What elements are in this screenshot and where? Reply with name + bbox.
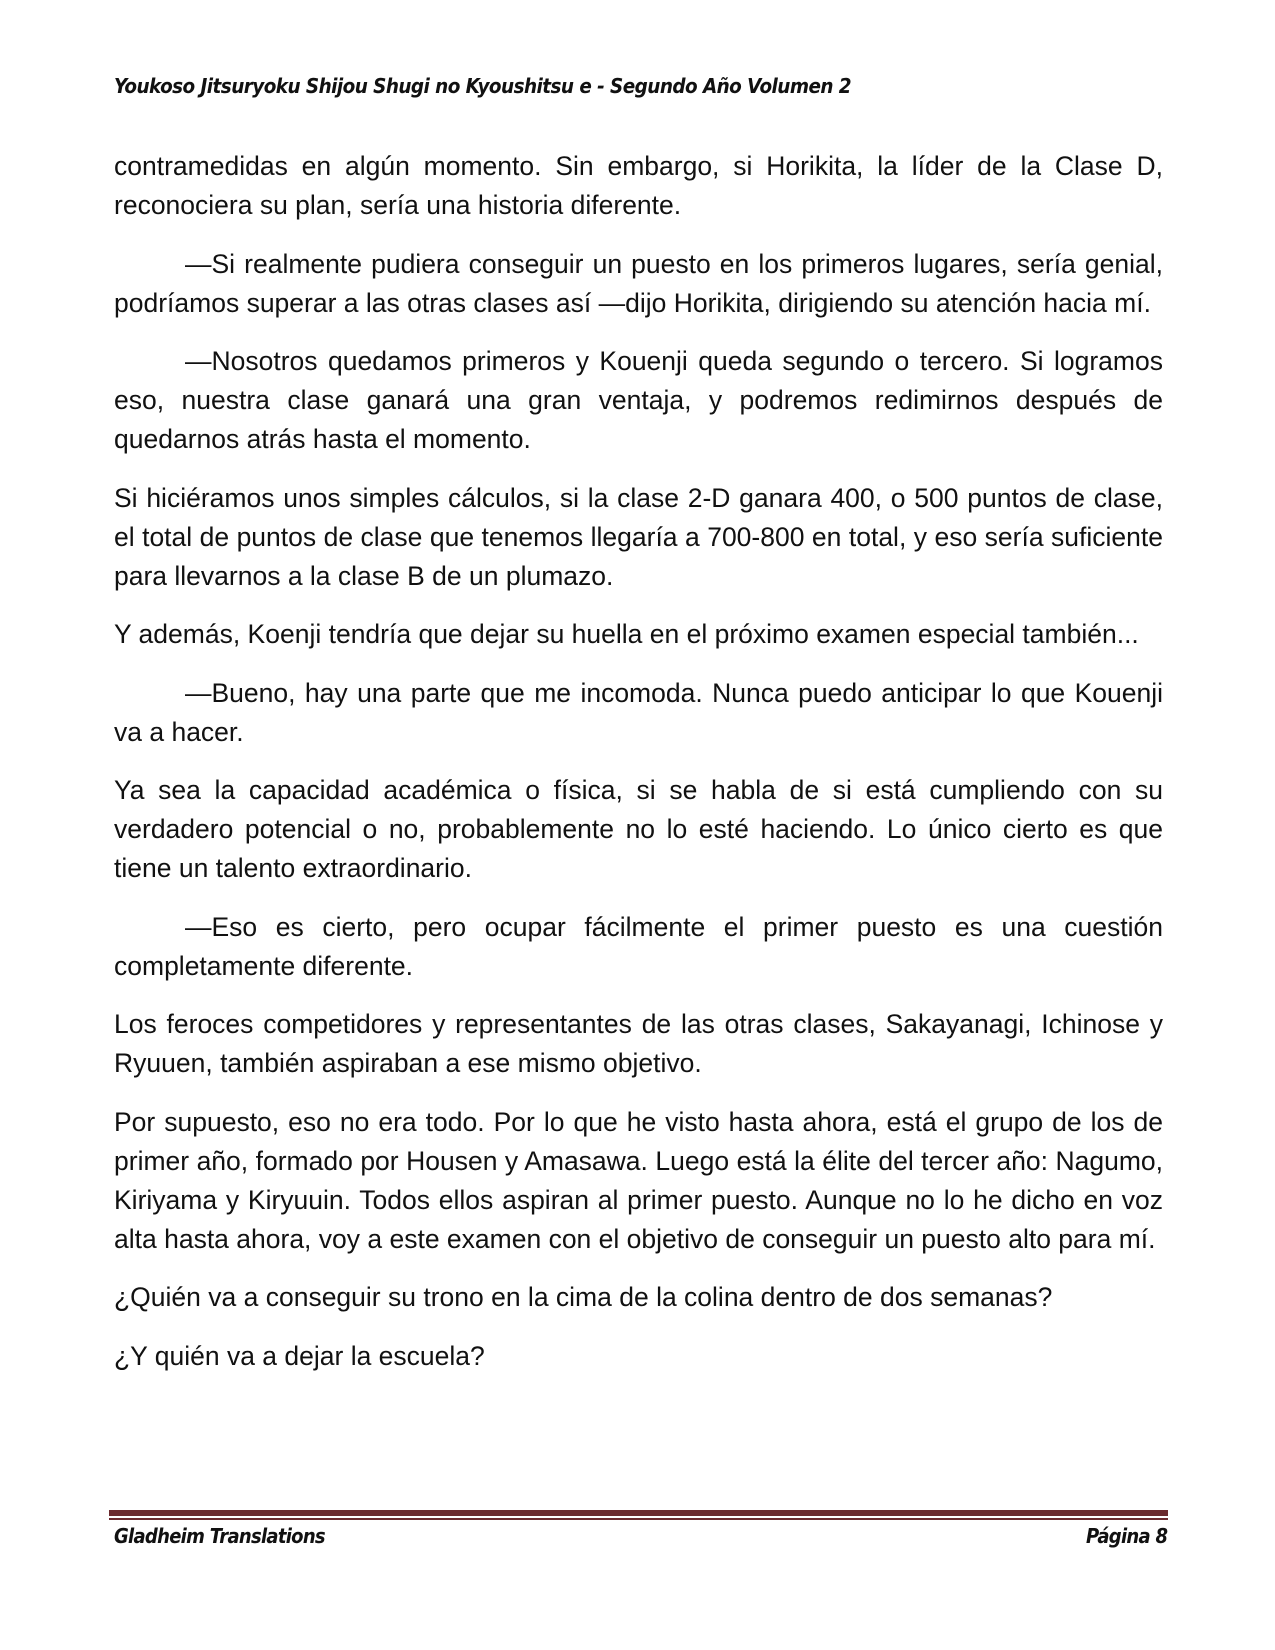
footer-rule-thick	[109, 1510, 1168, 1516]
paragraph: Por supuesto, eso no era todo. Por lo que he visto hasta ahora, está el grupo de los de primer año, formado por Housen y Amasawa. Luego está la élite del tercer año: Nagumo, Kiriyama y Kiryuuin. Todos ellos aspiran al primer puesto. Aunque no lo he dicho en voz alta hasta ahora, voy a este examen con el objetivo de conseguir un puesto alto para mí.	[114, 1106, 1163, 1254]
dialogue-paragraph: —Si realmente pudiera conseguir un puesto en los primeros lugares, sería genial, podríamos superar a las otras clases así —dijo Horikita, dirigiendo su atención hacia mí.	[114, 248, 1163, 318]
footer-translator: Gladheim Translations	[114, 1524, 325, 1548]
running-header: Youkoso Jitsuryoku Shijou Shugi no Kyoushitsu e - Segundo Año Volumen 2	[114, 74, 852, 98]
footer-rule	[109, 1510, 1168, 1520]
paragraph: Los feroces competidores y representantes de las otras clases, Sakayanagi, Ichinose y Ryuuen, también aspiraban a ese mismo objetivo.	[114, 1009, 1163, 1078]
dialogue-paragraph: —Eso es cierto, pero ocupar fácilmente el primer puesto es una cuestión completamente diferente.	[114, 911, 1163, 981]
paragraph: Si hiciéramos unos simples cálculos, si la clase 2-D ganara 400, o 500 puntos de clase, el total de puntos de clase que tenemos llegaría a 700-800 en total, y eso sería suficiente para llevarnos a la clase B de un plumazo.	[114, 482, 1163, 591]
footer-page-number: Página 8	[1085, 1524, 1167, 1548]
page-body	[114, 147, 1163, 1395]
dialogue-paragraph: —Nosotros quedamos primeros y Kouenji queda segundo o tercero. Si logramos eso, nuestra clase ganará una gran ventaja, y podremos redimirnos después de quedarnos atrás hasta el momento.	[114, 346, 1163, 454]
paragraph: contramedidas en algún momento. Sin embargo, si Horikita, la líder de la Clase D, reconociera su plan, sería una historia diferente.	[114, 151, 1163, 220]
paragraph: Ya sea la capacidad académica o física, si se habla de si está cumpliendo con su verdadero potencial o no, probablemente no lo esté haciendo. Lo único cierto es que tiene un talento extraordinario.	[114, 775, 1163, 883]
paragraph: ¿Y quién va a dejar la escuela?	[114, 1340, 485, 1371]
dialogue-paragraph: —Bueno, hay una parte que me incomoda. Nunca puedo anticipar lo que Kouenji va a hacer.	[114, 677, 1163, 747]
paragraph: ¿Quién va a conseguir su trono en la cima de la colina dentro de dos semanas?	[114, 1282, 1053, 1312]
footer-rule-thin	[109, 1518, 1168, 1520]
paragraph: Y además, Koenji tendría que dejar su huella en el próximo examen especial también...	[114, 619, 1139, 649]
